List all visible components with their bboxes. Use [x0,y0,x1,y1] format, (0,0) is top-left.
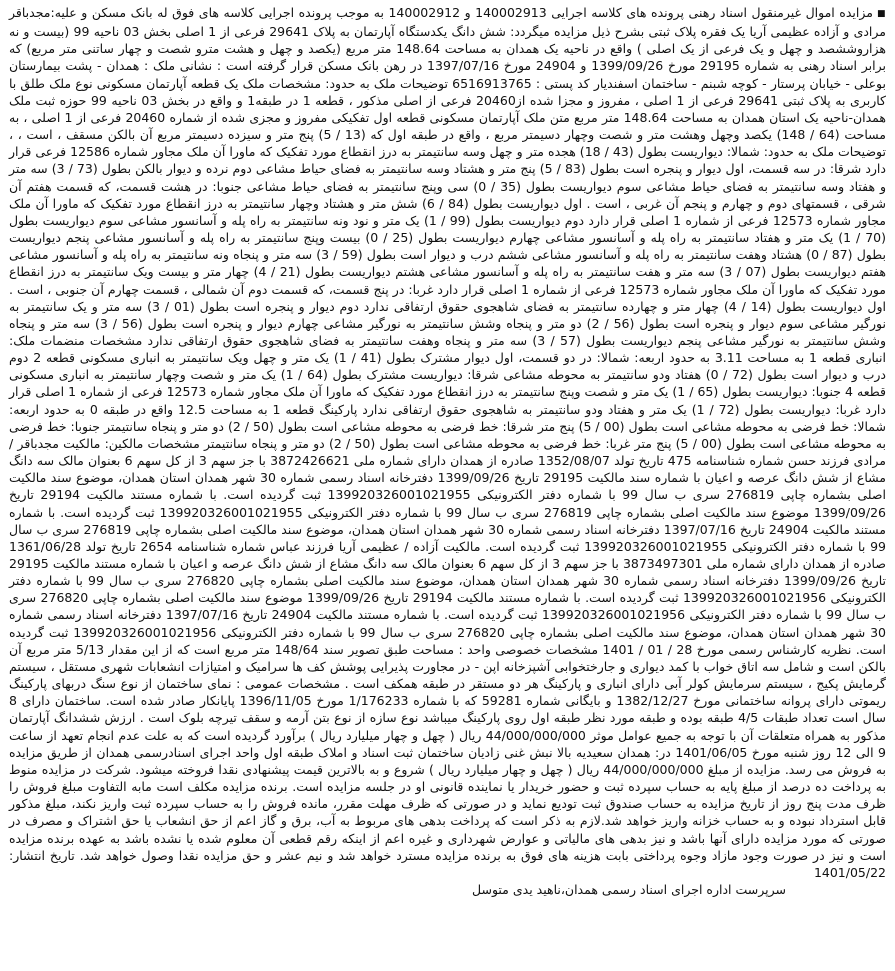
notice-signature: سرپرست اداره اجرای اسناد رسمی همدان،ناهید یدی متوسل [472,881,786,897]
notice-body [9,4,886,881]
notice-text: مزایده اموال غیرمنقول اسناد رهنی پرونده های کلاسه اجرایی 140002913 و 140002912 به موجب پرونده اجرایی کلاسه های فوق له بانک مسکن و علیه:مجدباقر مرادی و آزاده عظیمی آریا یک فقره پلاک ثبتی بشرح ذیل مزایده میگردد: شش دانگ یکدستگاه آپارتمان به پلاک 29641 فرعی از 1 اصلی بخش 03 ناحیه 99 (بیست و نه هزاروششصد و چهل و یک فرعی از یک اصلی ) واقع در ناحیه یک همدان به مساحت 148.64 متر مربع (یکصد و چهل و هشت مترو شصت و چهار ساتنی متر مربع) که برابر اسناد رهنی به شماره 29195 مورخ 1399/09/26 و 24904 مورخ 1397/07/16 در رهن بانک مسکن قرار گرفته است : نشانی ملک : همدان - پشت بیمارستان بوعلی - خیابان پرستار - کوچه شبنم - ساختمان اسفندیار کد پستی : 6516913765 توضیحات ملک به حدود: مشخصات ملک یک قطعه آپارتمان مسکونی نوع ملک طلق با کاربری به پلاک ثبتی 29641 فرعی از 1 اصلی ، مفروز و مجزا شده از20460 فرعی از اصلی مذکور ، قطعه 1 در طبقه1 و واقع در بخش 03 ناحیه 99 حوزه ثبت ملک همدان-ناحیه یک استان همدان به مساحت 148.64 متر مربع متن ملک آپارتمان مسکونی قطعه اول تفکیکی مفروز و مجزی شده از شماره 20460 فرعی از 1 اصلی ، به مساحت (64 / 148) یکصد وچهل وهشت متر و شصت وچهار دسیمتر مربع ، واقع در طبقه اول که (13 / 5) پنج متر و سیزده دسیمتر مربع آن بالکن مسقف ، است ، ، توضیحات ملک به حدود: شمالا: دیواریست بطول (43 / 18) هجده متر و چهل وسه سانتیمتر به درز انقطاع مورد تفکیک که ماورا آن ملک مجاور شماره 12586 فرعی قرار دارد شرقا: در سه قسمت، اول دیوار و پنجره است بطول (83 / 5) پنج متر و هشتاد وسه سانتیمتر به فضای حیاط مشاعی دوم نرده و دیوار بالکن بطول (73 / 3) سه متر و هفتاد وسه سانتیمتر به فضای حیاط مشاعی سوم دیواریست بطول (35 / 0) سی وپنج سانتیمتر به فضای حیاط مشاعی جنوبا: در هشت قسمت، که قسمت هفتم آن شرقی ، قسمتهای دوم و چهارم و پنجم آن غربی ، است . اول دیواریست بطول (84 / 6) شش متر و هشتاد وچهار سانتیمتر به درز انقطاع مورد تفکیک که ماورا آن ملک مجاور شماره 12573 فرعی از شماره 1 اصلی قرار دارد دوم دیواریست بطول (99 / 1) یک متر و نود ونه سانتیمتر به راه پله و آسانسور مشاعی سوم دیواریست بطول (70 / 1) یک متر و هفتاد سانتیمتر به راه پله و آسانسور مشاعی چهارم دیواریست بطول (25 / 0) بیست وپنج سانتیمتر به راه پله و آسانسور مشاعی پنجم دیواریست بطول (87 / 0) هشتاد وهفت سانتیمتر به راه پله و آسانسور مشاعی ششم درب و دیوار است بطول (59 / 3) سه متر و پنجاه ونه سانتیمتر به راه پله و آسانسور مشاعی هفتم دیواریست بطول (07 / 3) سه متر و هفت سانتیمتر به راه پله و آسانسور مشاعی هشتم دیواریست بطول (21 / 4) چهار متر و بیست ویک سانتیمتر به درز انقطاع مورد تفکیک که ماورا آن ملک مجاور شماره 12573 فرعی از شماره 1 اصلی قرار دارد غربا: در پنج قسمت، که قسمت دوم آن شمالی ، قسمت چهارم آن جنوبی ، است . اول دیواریست بطول (14 / 4) چهار متر و چهارده سانتیمتر به فضای شاهجوی حقوق ارتفاقی ندارد دوم دیوار و پنجره است بطول (01 / 3) سه متر و یک سانتیمتر به نورگیر مشاعی سوم دیوار و پنجره است بطول (56 / 2) دو متر و پنجاه وشش سانتیمتر به نورگیر مشاعی چهارم دیوار و پنجره است بطول (56 / 3) سه متر و پنجاه وشش سانتیمتر به نورگیر مشاعی پنجم دیواریست بطول (57 / 3) سه متر و پنجاه وهفت سانتیمتر به فضای شاهجوی حقوق ارتفاقی ندارد مشخصات منضمات ملک: انباری قطعه 1 به مساحت 3.11 به حدود اربعه: شمالا: در دو قسمت، اول دیوار مشترک بطول (41 / 1) یک متر و چهل ویک سانتیمتر به انباری مسکونی قطعه 2 دوم درب و دیوار است بطول (72 / 0) هفتاد ودو سانتیمتر به محوطه مشاعی شرقا: دیواریست مشترک بطول (64 / 1) یک متر و شصت وچهار سانتیمتر به انباری مسکونی قطعه 4 جنوبا: دیواریست بطول (65 / 1) یک متر و شصت وپنج سانتیمتر به درز انقطاع مورد تفکیک که ماورا آن ملک مجاور شماره 12573 فرعی از شماره 1 اصلی قرار دارد غربا: دیواریست بطول (72 / 1) یک متر و هفتاد ودو سانتیمتر به شاهجوی حقوق ارتفاقی ندارد پارکینگ قطعه 1 به مساحت 12.5 واقع در طبقه 0 به حدود اربعه: شمالا: خط فرضی به محوطه مشاعی است بطول (00 / 5) پنج متر شرقا: خط فرضی به محوطه مشاعی است بطول (50 / 2) دو متر و پنجاه سانتیمتر جنوبا: خط فرضی به محوطه مشاعی است بطول (00 / 5) پنج متر غربا: خط فرضی به محوطه مشاعی است بطول (50 / 2) دو متر و پنجاه سانتیمتر مشخصات مالکین: مالکیت مجدباقر / مرادی فرزند حسن شماره شناسنامه 475 تاریخ تولد 1352/08/07 صادره از همدان دارای شماره ملی 3872426621 با جز سهم 3 از کل سهم 6 بعنوان مالک سه دانگ مشاع از شش دانگ عرصه و اعیان با شماره سند مالکیت 29195 تاریخ 1399/09/26 دفترخانه اسناد رسمی شماره 30 شهر همدان استان همدان، موضوع سند مالکیت اصلی بشماره چاپی 276819 سری ب سال 99 با شماره دفتر الکترونیکی 139920326001021955 ثبت گردیده است. با شماره مستند مالکیت 29194 تاریخ 1399/09/26 موضوع سند مالکیت اصلی بشماره چاپی 276819 سری ب سال 99 با شماره دفتر الکترونیکی 139920326001021955 ثبت گردیده است. با شماره مستند مالکیت 24904 تاریخ 1397/07/16 دفترخانه اسناد رسمی شماره 30 شهر همدان استان همدان، موضوع سند مالکیت اصلی بشماره چاپی 276819 سری ب سال 99 با شماره دفتر الکترونیکی 139920326001021955 ثبت گردیده است. مالکیت آزاده / عظیمی آریا فرزند عباس شماره شناسنامه 2654 تاریخ تولد 1361/06/28 صادره از همدان دارای شماره ملی 3873497301 با جز سهم 3 از کل سهم 6 بعنوان مالک سه دانگ مشاع از شش دانگ عرصه و اعیان با شماره مستند مالکیت 29195 تاریخ 1399/09/26 دفترخانه اسناد رسمی شماره 30 شهر همدان استان همدان، موضوع سند مالکیت اصلی بشماره چاپی 276820 سری ب سال 99 با شماره دفتر الکترونیکی 139920326001021956 ثبت گردیده است. با شماره مستند مالکیت 29194 تاریخ 1399/09/26 موضوع سند مالکیت اصلی بشماره چاپی 276820 سری ب سال 99 با شماره دفتر الکترونیکی 139920326001021956 ثبت گردیده است. با شماره مستند مالکیت 24904 تاریخ 1397/07/16 دفترخانه اسناد رسمی شماره 30 شهر همدان استان همدان، موضوع سند مالکیت اصلی بشماره چاپی 276820 سری ب سال 99 با شماره دفتر الکترونیکی 139920326001021956 ثبت گردیده است. نظریه کارشناس رسمی مورخ 28 / 01 / 1401 مشخصات خصوصی واحد : مساحت طبق تصویر سند 148/64 متر مربع است که از این مقدار 5/13 متر مربع آن بالکن است و شامل سه اتاق خواب با کمد دیواری و جارختخوابی آشپزخانه اپن - در مجاورت پذیرایی پوشش کف ها سرامیک و امتیازات انشعابات شهری مستقل ، سیستم گرمایش پکیج ، سیستم سرمایش کولر آبی دارای انباری و پارکینگ هر دو مستقر در طبقه همکف است . مشخصات عمومی : نمای ساختمان از نوع سنگ دربهای پارکینگ ریموتی دارای پروانه ساختمانی مورخ 1382/12/27 و بایگانی شماره 59281 که با شماره 1/176233 مورخ 1396/11/05 پایانکار صادر شده است. ساختمان دارای 8 سال است تعداد طبقات 4/5 طبقه بوده و طبقه مورد نظر طبقه اول روی پارکینگ میباشد نوع سازه از نوع بتن آرمه و سقف تیرچه بلوک است . ارزش ششدانگ آپارتمان مذکور به همراه متعلقات آن با توجه به جمیع عوامل موثر 44/000/000/000 ریال ( چهل و چهار میلیارد ریال ) برآورد گردیده است که به علت عدم انجام تعهد از ساعت 9 الی 12 روز شنبه مورخ 1401/06/05 در: همدان سعیدیه بالا نبش غنی زادیان ساختمان ثبت اسناد و املاک طبقه اول واحد اجرای اسنادرسمی همدان از طریق مزایده به فروش می رسد. مزایده از مبلغ 44/000/000/000 ریال ( چهل و چهار میلیارد ریال ) شروع و به بالاترین قیمت پیشنهادی نقدا فروخته میشود. شرکت در مزایده منوط به پرداخت ده درصد از مبلغ پایه به حساب سپرده ثبت و حضور خریدار یا نماینده قانونی او در جلسه مزایده است. برنده مزایده مکلف است مابه التفاوت مبلغ فروش را ظرف مدت پنج روز از تاریخ مزایده به حساب صندوق ثبت تودیع نماید و در صورتی که ظرف مهلت مقرر، مانده فروش را به حساب سپرده ثبت واریز نکند، مبلغ مذکور قابل استرداد نبوده و به حساب خزانه واریز خواهد شد.لازم به ذکر است که پرداخت بدهی های مربوط به آب، برق و گاز اعم از حق انشعاب یا حق اشتراک و مصرف در صورتی که مورد مزایده دارای آنها باشد و نیز بدهی های مالیاتی و عوارض شهرداری و غیره اعم از اینکه رقم قطعی آن معلوم شده یا نشده باشد به عهده برنده مزایده است و نیز در صورت وجود مازاد وجوه پرداختی بابت هزینه های فوق به برنده مزایده مسترد خواهد شد و نیم عشر و حق مزایده نقدا وصول خواهد شد. تاریخ انتشار: 1401/05/22 [9,5,887,880]
auction-notice [9,4,886,898]
bullet-icon: ■ [876,9,886,19]
